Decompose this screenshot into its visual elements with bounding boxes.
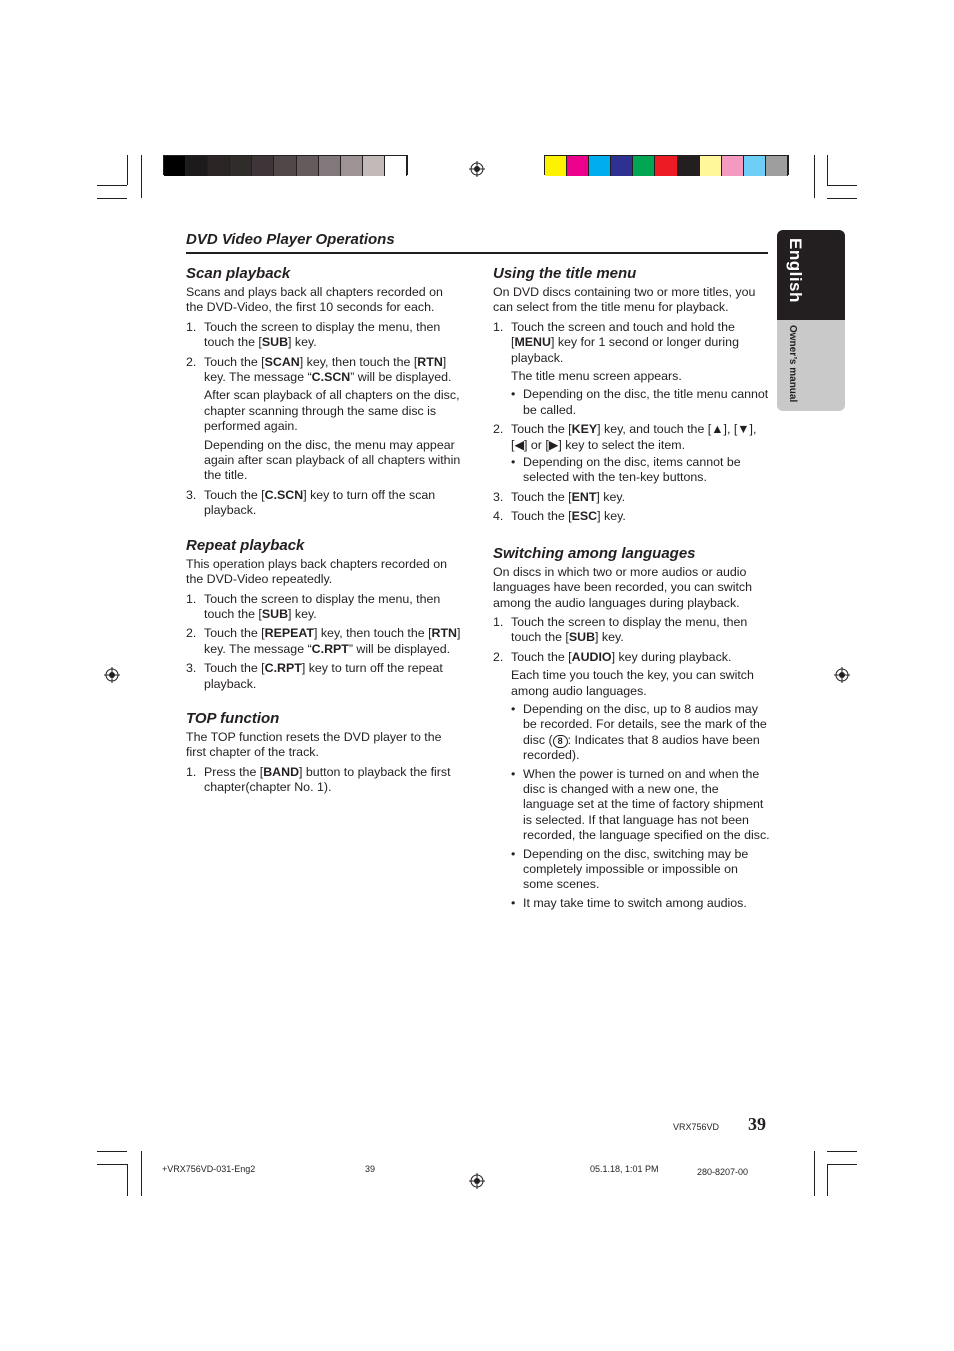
gray-swatch [208,156,230,176]
gray-swatch [252,156,274,176]
grayscale-calibration-bar [163,155,408,175]
top-intro: The TOP function resets the DVD player to the first chapter of the track. [186,729,442,760]
top-steps [186,765,462,796]
gray-swatch [385,156,407,176]
gray-swatch [319,156,341,176]
color-calibration-bar [544,155,789,175]
title-menu-steps [493,320,770,525]
color-swatch [545,156,567,176]
scan-steps [186,320,462,519]
color-swatch [722,156,744,176]
key-label: REPEAT [264,626,314,641]
repeat-playback-heading: Repeat playback [186,536,305,554]
arrow-left-icon: ◀ [514,437,524,452]
crop-mark [827,155,828,185]
top-function-heading: TOP function [186,709,280,727]
note-list [511,455,770,486]
registration-mark-icon [834,667,850,683]
audio-count-mark-icon: 8 [553,735,568,748]
key-label: ENT [571,489,597,504]
key-label: KEY [571,422,598,437]
list-item: 3. Touch the [C.SCN] key to turn off the scan playback. [186,487,436,518]
gray-swatch [274,156,296,176]
language-side-tab [777,230,845,411]
list-item: 4. Touch the [ESC] key. [493,509,626,524]
gray-swatch [164,156,186,176]
repeat-steps [186,592,462,692]
title-menu-heading: Using the title menu [493,265,637,282]
bullet-item: • Depending on the disc, items cannot be selected with the ten-key buttons. [511,455,741,485]
list-item: 2. Touch the [SCAN] key, then touch the [RTN] key. The message “C.SCN” will be displayed. After scan playback of all chapters on the disc, chapter scanning through the same disc is performed again. Depending on the disc, the menu may appear again after scan playback of all chapters within the title. [186,354,461,483]
key-label: SUB [261,335,289,350]
key-label: C.SCN [264,487,304,502]
color-swatch [766,156,788,176]
key-label: BAND [263,764,300,779]
switching-languages-heading: Switching among languages [493,544,696,562]
crop-mark [127,1164,128,1196]
color-swatch [678,156,700,176]
right-column [493,265,770,915]
crop-mark [827,185,857,186]
registration-mark-icon [469,161,485,177]
list-item: 1. Touch the screen and touch and hold the [MENU] key for 1 second or longer during playback. The title menu screen appears. • Depending on the disc, the title menu cannot be called. [493,319,769,417]
color-swatch [611,156,633,176]
note-list [511,702,770,911]
color-swatch [589,156,611,176]
step-note: Each time you touch the key, you can switch among audio languages. [511,668,754,698]
list-item: 3. Touch the [ENT] key. [493,489,626,504]
crop-mark [827,1164,857,1165]
footer-page: 39 [365,1164,376,1174]
key-label: RTN [431,626,457,641]
note-list [511,387,770,418]
step-note: After scan playback of all chapters on the disc, chapter scanning through the same disc is performed again. [204,388,460,434]
bullet-item: • Depending on the disc, up to 8 audios may be recorded. For details, see the mark of the disc ( 8 : Indicates that 8 audios have been recorded). [511,701,767,763]
gray-swatch [363,156,385,176]
gray-swatch [230,156,252,176]
footer-date: 05.1.18, 1:01 PM [590,1164,659,1174]
list-item: 2. Touch the [REPEAT] key, then touch the [RTN] key. The message “C.RPT” will be displayed. [186,626,461,656]
arrow-right-icon: ▶ [548,437,559,452]
key-label: SUB [568,630,596,645]
key-label: RTN [417,354,443,369]
list-item: 1. Touch the screen to display the menu, then touch the [SUB] key. [186,319,441,350]
scan-playback-heading: Scan playback [186,265,291,282]
step-note: Depending on the disc, the menu may appear again after scan playback of all chapters within the title. [204,437,461,483]
registration-mark-icon [104,667,120,683]
gray-swatch [186,156,208,176]
tab-language-label: English [786,238,805,303]
step-note: The title menu screen appears. [511,369,682,384]
key-label: AUDIO [571,649,612,664]
crop-mark [827,1151,857,1152]
color-swatch [700,156,722,176]
crop-mark [97,1151,127,1152]
crop-mark [827,198,857,199]
bullet-item: • When the power is turned on and when the disc is changed with a new one, the language set at the time of factory shipment is selected. If that language has not been recorded, the language specified on the disc. [511,766,770,843]
message-label: C.RPT [311,641,349,656]
list-item: 1. Touch the screen to display the menu, then touch the [SUB] key. [186,591,441,621]
key-label: SUB [261,606,289,621]
crop-mark [827,1164,828,1196]
crop-mark [141,155,142,198]
crop-mark [97,1164,127,1165]
languages-intro: On discs in which two or more audios or audio languages have been recorded, you can switch among the audio languages during playback. [493,564,752,610]
crop-mark [141,1151,142,1196]
color-swatch [655,156,677,176]
model-label: VRX756VD [673,1122,720,1132]
message-label: C.SCN [311,370,351,385]
bullet-item: • It may take time to switch among audios. [511,895,747,910]
footer-file-name: +VRX756VD-031-Eng2 [162,1164,256,1174]
bullet-item: • Depending on the disc, the title menu cannot be called. [511,387,769,417]
key-label: ESC [571,509,598,524]
list-item: 1. Press the [BAND] button to playback the first chapter(chapter No. 1). [186,764,451,795]
crop-mark [97,198,127,199]
arrow-down-icon: ▼ [737,422,750,437]
crop-mark [814,155,815,198]
title-menu-intro: On DVD discs containing two or more titles, you can select from the title menu for playback. [493,285,756,315]
gray-swatch [297,156,319,176]
repeat-intro: This operation plays back chapters recorded on the DVD-Video repeatedly. [186,556,448,587]
languages-steps [493,615,770,911]
key-label: SCAN [264,354,300,369]
scan-intro: Scans and plays back all chapters recorded on the DVD-Video, the first 10 seconds for each. [186,285,443,315]
registration-mark-icon [469,1173,485,1189]
color-swatch [744,156,766,176]
list-item: 2. Touch the [AUDIO] key during playback. Each time you touch the key, you can switch among audio languages. • Depending on the disc, up to 8 audios may be recorded. For details, see the mark of the disc ( 8 : Indicates that 8 audios have been recorded). • When the power is turned on and when the disc is changed with a new one, the language set at the time of factory shipment is selected. If that language has not been recorded, the language specified on the disc. • Depending on the disc, switching may be completely impossible or impossible on some scenes. • It may take time to switch among audios. [493,649,770,910]
key-label: C.RPT [264,661,302,676]
list-item: 3. Touch the [C.RPT] key to turn off the repeat playback. [186,661,443,691]
list-item: 2. Touch the [KEY] key, and touch the [▲], [▼], [◀] or [▶] key to select the item. • Depending on the disc, items cannot be selected with the ten-key buttons. [493,422,770,486]
left-column [186,265,462,800]
key-label: MENU [514,335,551,350]
section-title: DVD Video Player Operations [186,231,395,248]
crop-mark [127,155,128,185]
bullet-item: • Depending on the disc, switching may be completely impossible or impossible on some scenes. [511,846,749,892]
tab-manual-label: Owner’s manual [787,325,798,403]
crop-mark [97,185,127,186]
list-item: 1. Touch the screen to display the menu, then touch the [SUB] key. [493,614,748,645]
crop-mark [814,1151,815,1196]
footer-part-number: 280-8207-00 [697,1167,749,1177]
page-number: 39 [748,1114,766,1134]
color-swatch [633,156,655,176]
gray-swatch [341,156,363,176]
section-rule [186,252,768,254]
color-swatch [567,156,589,176]
arrow-up-icon: ▲ [711,422,724,437]
